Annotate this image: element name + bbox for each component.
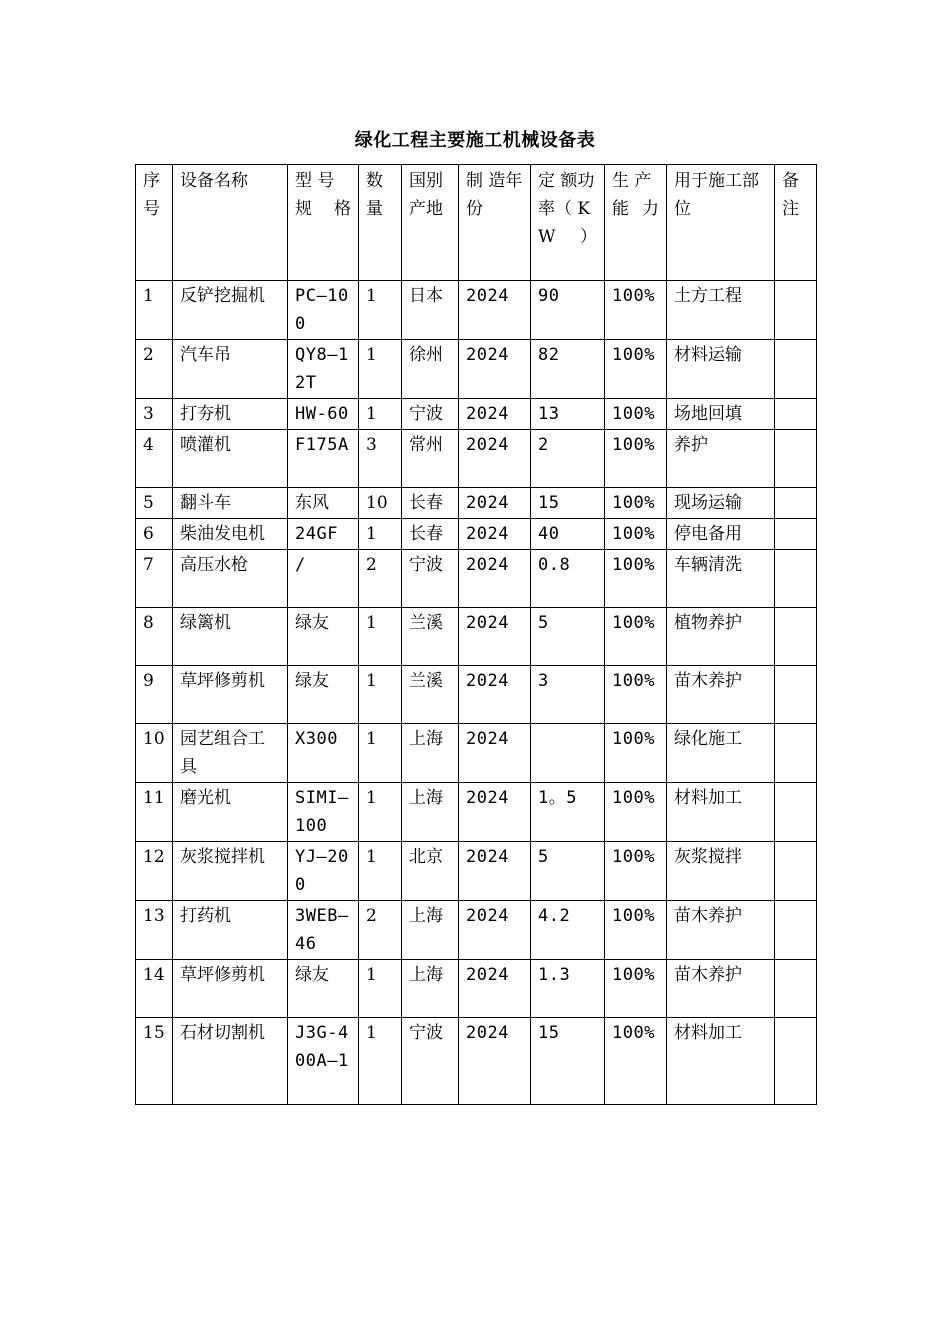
cell-seq: 6 [136, 519, 173, 550]
cell-note [775, 783, 817, 842]
cell-year: 2024 [459, 842, 531, 901]
cell-note [775, 901, 817, 960]
cell-note [775, 488, 817, 519]
cell-origin: 上海 [402, 783, 459, 842]
cell-origin: 兰溪 [402, 608, 459, 666]
cell-note [775, 550, 817, 608]
header-model: 型 号规格 [288, 165, 359, 281]
cell-use: 停电备用 [667, 519, 775, 550]
cell-year: 2024 [459, 550, 531, 608]
cell-origin: 宁波 [402, 399, 459, 430]
cell-seq: 13 [136, 901, 173, 960]
cell-use: 苗木养护 [667, 666, 775, 724]
table-body [136, 281, 817, 1105]
cell-capacity: 100% [605, 666, 667, 724]
cell-use: 灰浆搅拌 [667, 842, 775, 901]
cell-power: 15 [531, 1018, 605, 1105]
cell-power: 1。5 [531, 783, 605, 842]
cell-capacity: 100% [605, 783, 667, 842]
cell-qty: 1 [359, 1018, 402, 1105]
cell-seq: 7 [136, 550, 173, 608]
cell-qty: 1 [359, 783, 402, 842]
cell-use: 车辆清洗 [667, 550, 775, 608]
cell-year: 2024 [459, 340, 531, 399]
cell-note [775, 519, 817, 550]
cell-model: 24GF [288, 519, 359, 550]
cell-model: SIMI—100 [288, 783, 359, 842]
cell-year: 2024 [459, 281, 531, 340]
header-power: 定 额功 率（ KW） [531, 165, 605, 281]
cell-qty: 1 [359, 608, 402, 666]
cell-note [775, 724, 817, 783]
cell-use: 苗木养护 [667, 960, 775, 1018]
cell-model: F175A [288, 430, 359, 488]
equipment-table [135, 164, 817, 1105]
table-row [136, 783, 817, 842]
cell-year: 2024 [459, 901, 531, 960]
table-row [136, 340, 817, 399]
table-row [136, 901, 817, 960]
cell-year: 2024 [459, 724, 531, 783]
cell-power: 1.3 [531, 960, 605, 1018]
cell-use: 养护 [667, 430, 775, 488]
cell-model: 绿友 [288, 608, 359, 666]
cell-power: 40 [531, 519, 605, 550]
cell-name: 打夯机 [173, 399, 288, 430]
cell-name: 高压水枪 [173, 550, 288, 608]
cell-qty: 10 [359, 488, 402, 519]
cell-use: 场地回填 [667, 399, 775, 430]
header-year: 制 造年份 [459, 165, 531, 281]
cell-name: 反铲挖掘机 [173, 281, 288, 340]
cell-model: 东风 [288, 488, 359, 519]
cell-power: 13 [531, 399, 605, 430]
cell-year: 2024 [459, 430, 531, 488]
header-qty: 数量 [359, 165, 402, 281]
cell-year: 2024 [459, 666, 531, 724]
table-row [136, 608, 817, 666]
cell-capacity: 100% [605, 340, 667, 399]
cell-model: X300 [288, 724, 359, 783]
cell-power: 90 [531, 281, 605, 340]
cell-use: 苗木养护 [667, 901, 775, 960]
cell-name: 石材切割机 [173, 1018, 288, 1105]
cell-capacity: 100% [605, 281, 667, 340]
document-title: 绿化工程主要施工机械设备表 [354, 130, 596, 151]
cell-qty: 1 [359, 842, 402, 901]
cell-name: 草坪修剪机 [173, 666, 288, 724]
cell-note [775, 960, 817, 1018]
cell-note [775, 430, 817, 488]
cell-model: PC—100 [288, 281, 359, 340]
cell-seq: 3 [136, 399, 173, 430]
cell-origin: 宁波 [402, 550, 459, 608]
cell-use: 植物养护 [667, 608, 775, 666]
cell-model: 绿友 [288, 960, 359, 1018]
cell-note [775, 666, 817, 724]
cell-power: 0.8 [531, 550, 605, 608]
cell-use: 材料加工 [667, 783, 775, 842]
table-row [136, 430, 817, 488]
cell-name: 草坪修剪机 [173, 960, 288, 1018]
cell-use: 材料运输 [667, 340, 775, 399]
cell-year: 2024 [459, 399, 531, 430]
header-use: 用于施工部位 [667, 165, 775, 281]
cell-capacity: 100% [605, 519, 667, 550]
header-origin: 国别产地 [402, 165, 459, 281]
cell-name: 打药机 [173, 901, 288, 960]
cell-qty: 1 [359, 960, 402, 1018]
cell-power: 4.2 [531, 901, 605, 960]
cell-model: 绿友 [288, 666, 359, 724]
cell-origin: 上海 [402, 724, 459, 783]
cell-year: 2024 [459, 1018, 531, 1105]
cell-name: 柴油发电机 [173, 519, 288, 550]
cell-power: 15 [531, 488, 605, 519]
header-name: 设备名称 [173, 165, 288, 281]
cell-model: 3WEB—46 [288, 901, 359, 960]
cell-power: 5 [531, 608, 605, 666]
cell-seq: 8 [136, 608, 173, 666]
cell-model: QY8—12T [288, 340, 359, 399]
cell-name: 绿篱机 [173, 608, 288, 666]
cell-origin: 兰溪 [402, 666, 459, 724]
cell-seq: 5 [136, 488, 173, 519]
cell-model: HW-60 [288, 399, 359, 430]
header-capacity: 生 产能力 [605, 165, 667, 281]
cell-seq: 4 [136, 430, 173, 488]
cell-name: 园艺组合工具 [173, 724, 288, 783]
table-row [136, 724, 817, 783]
cell-model: / [288, 550, 359, 608]
cell-capacity: 100% [605, 430, 667, 488]
cell-qty: 1 [359, 281, 402, 340]
cell-origin: 长春 [402, 519, 459, 550]
cell-seq: 9 [136, 666, 173, 724]
cell-capacity: 100% [605, 608, 667, 666]
cell-note [775, 1018, 817, 1105]
cell-use: 现场运输 [667, 488, 775, 519]
cell-origin: 上海 [402, 960, 459, 1018]
cell-power: 82 [531, 340, 605, 399]
cell-origin: 北京 [402, 842, 459, 901]
cell-use: 绿化施工 [667, 724, 775, 783]
cell-qty: 1 [359, 399, 402, 430]
table-row [136, 519, 817, 550]
cell-year: 2024 [459, 960, 531, 1018]
table-row [136, 1018, 817, 1105]
header-note: 备注 [775, 165, 817, 281]
cell-origin: 上海 [402, 901, 459, 960]
cell-origin: 常州 [402, 430, 459, 488]
cell-qty: 3 [359, 430, 402, 488]
cell-note [775, 608, 817, 666]
cell-qty: 2 [359, 901, 402, 960]
cell-seq: 15 [136, 1018, 173, 1105]
table-row [136, 842, 817, 901]
table-row [136, 488, 817, 519]
cell-capacity: 100% [605, 1018, 667, 1105]
table-row [136, 550, 817, 608]
cell-seq: 2 [136, 340, 173, 399]
cell-capacity: 100% [605, 550, 667, 608]
cell-seq: 11 [136, 783, 173, 842]
cell-capacity: 100% [605, 399, 667, 430]
cell-name: 喷灌机 [173, 430, 288, 488]
cell-year: 2024 [459, 519, 531, 550]
cell-name: 翻斗车 [173, 488, 288, 519]
cell-power: 5 [531, 842, 605, 901]
cell-qty: 1 [359, 340, 402, 399]
cell-seq: 10 [136, 724, 173, 783]
cell-capacity: 100% [605, 488, 667, 519]
cell-note [775, 281, 817, 340]
cell-qty: 1 [359, 724, 402, 783]
cell-capacity: 100% [605, 724, 667, 783]
cell-year: 2024 [459, 488, 531, 519]
cell-power: 2 [531, 430, 605, 488]
cell-capacity: 100% [605, 960, 667, 1018]
cell-power: 3 [531, 666, 605, 724]
cell-note [775, 399, 817, 430]
table-row [136, 281, 817, 340]
cell-note [775, 340, 817, 399]
header-row [136, 165, 817, 281]
cell-origin: 宁波 [402, 1018, 459, 1105]
cell-seq: 14 [136, 960, 173, 1018]
cell-name: 磨光机 [173, 783, 288, 842]
cell-capacity: 100% [605, 901, 667, 960]
cell-model: J3G-400A—1 [288, 1018, 359, 1105]
cell-name: 灰浆搅拌机 [173, 842, 288, 901]
table-row [136, 960, 817, 1018]
cell-use: 材料加工 [667, 1018, 775, 1105]
cell-use: 土方工程 [667, 281, 775, 340]
cell-capacity: 100% [605, 842, 667, 901]
cell-model: YJ—200 [288, 842, 359, 901]
cell-note [775, 842, 817, 901]
cell-qty: 2 [359, 550, 402, 608]
cell-origin: 长春 [402, 488, 459, 519]
cell-qty: 1 [359, 519, 402, 550]
header-seq: 序号 [136, 165, 173, 281]
cell-seq: 12 [136, 842, 173, 901]
cell-year: 2024 [459, 608, 531, 666]
cell-power [531, 724, 605, 783]
cell-seq: 1 [136, 281, 173, 340]
cell-origin: 日本 [402, 281, 459, 340]
cell-name: 汽车吊 [173, 340, 288, 399]
table-row [136, 399, 817, 430]
cell-year: 2024 [459, 783, 531, 842]
cell-origin: 徐州 [402, 340, 459, 399]
cell-qty: 1 [359, 666, 402, 724]
table-row [136, 666, 817, 724]
